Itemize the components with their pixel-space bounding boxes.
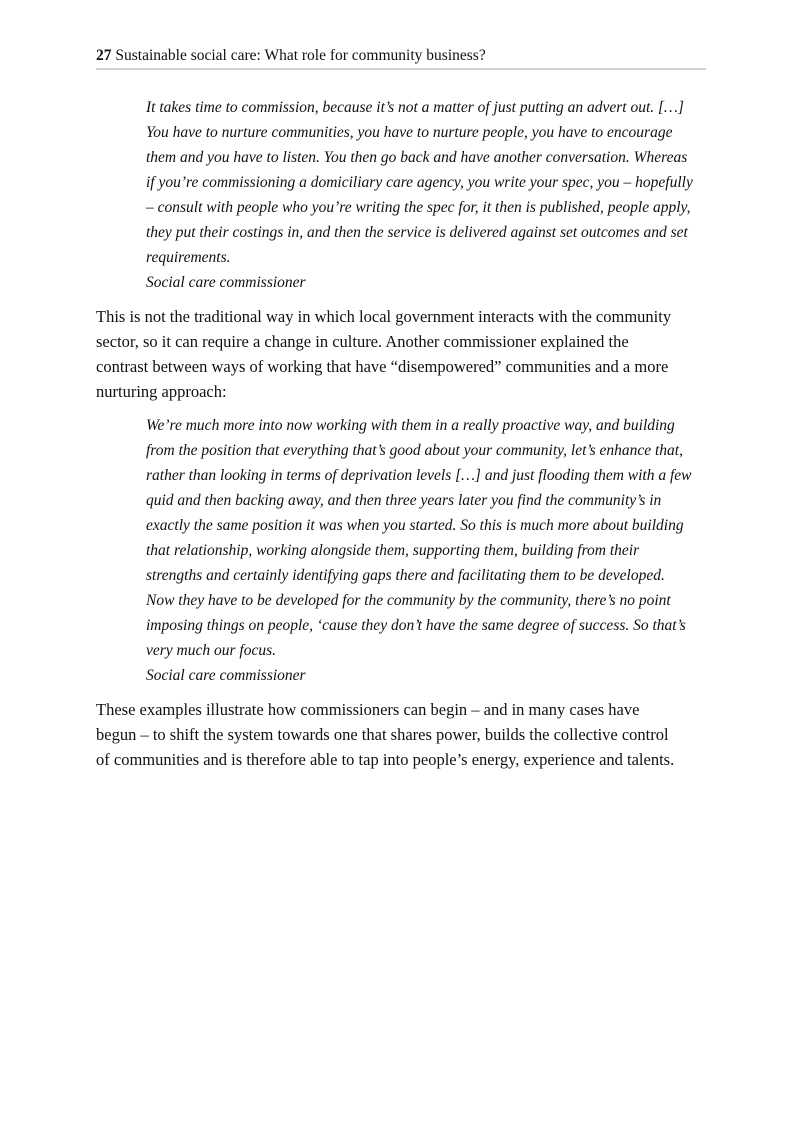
quote-line: You have to nurture communities, you have to nurture people, you have to encourage — [146, 124, 673, 141]
paragraph-line: of communities and is therefore able to tap into people’s energy, experience and talents. — [96, 750, 675, 769]
running-header — [96, 46, 706, 70]
block-quote-2 — [146, 413, 711, 688]
paragraph-line: This is not the traditional way in which local government interacts with the community — [96, 307, 672, 326]
quote-line: if you’re commissioning a domiciliary care agency, you write your spec, you – hopefully — [146, 174, 693, 191]
block-quote-1 — [146, 95, 711, 295]
paragraph-line: nurturing approach: — [96, 382, 227, 401]
quote-line: – consult with people who you’re writing the spec for, it then is published, people apply, — [146, 199, 691, 216]
quote-line: them and you have to listen. You then go back and have another conversation. Whereas — [146, 149, 688, 166]
quote-line: imposing things on people, ‘cause they don’t have the same degree of success. So that’s — [146, 617, 686, 634]
quote-line: Now they have to be developed for the community by the community, there’s no point — [146, 592, 671, 609]
quote-line: they put their costings in, and then the service is delivered against set outcomes and set — [146, 224, 688, 241]
quote-line: quid and then backing away, and then three years later you find the community’s in — [146, 492, 662, 509]
quote-attribution: Social care commissioner — [146, 667, 306, 684]
quote-line: requirements. — [146, 249, 231, 266]
paragraph-line: These examples illustrate how commissioners can begin – and in many cases have — [96, 700, 640, 719]
quote-line: We’re much more into now working with them in a really proactive way, and building — [146, 417, 675, 434]
quote-line: rather than looking in terms of deprivation levels […] and just flooding them with a few — [146, 467, 692, 484]
paragraph-line: begun – to shift the system towards one that shares power, builds the collective control — [96, 725, 669, 744]
quote-line: from the position that everything that’s good about your community, let’s enhance that, — [146, 442, 683, 459]
quote-line: very much our focus. — [146, 642, 276, 659]
paragraph-line: sector, so it can require a change in culture. Another commissioner explained the — [96, 332, 629, 351]
page-number: 27 — [96, 47, 112, 64]
body-paragraph-2 — [96, 697, 711, 772]
quote-line: It takes time to commission, because it’s not a matter of just putting an advert out. […] — [146, 99, 684, 116]
document-title: Sustainable social care: What role for community business? — [115, 47, 486, 64]
quote-line: exactly the same position it was when you started. So this is much more about building — [146, 517, 684, 534]
quote-line: that relationship, working alongside them, supporting them, building from their — [146, 542, 640, 559]
paragraph-line: contrast between ways of working that have “disempowered” communities and a more — [96, 357, 669, 376]
quote-attribution: Social care commissioner — [146, 274, 306, 291]
quote-line: strengths and certainly identifying gaps there and facilitating them to be developed. — [146, 567, 665, 584]
body-paragraph-1 — [96, 304, 711, 404]
